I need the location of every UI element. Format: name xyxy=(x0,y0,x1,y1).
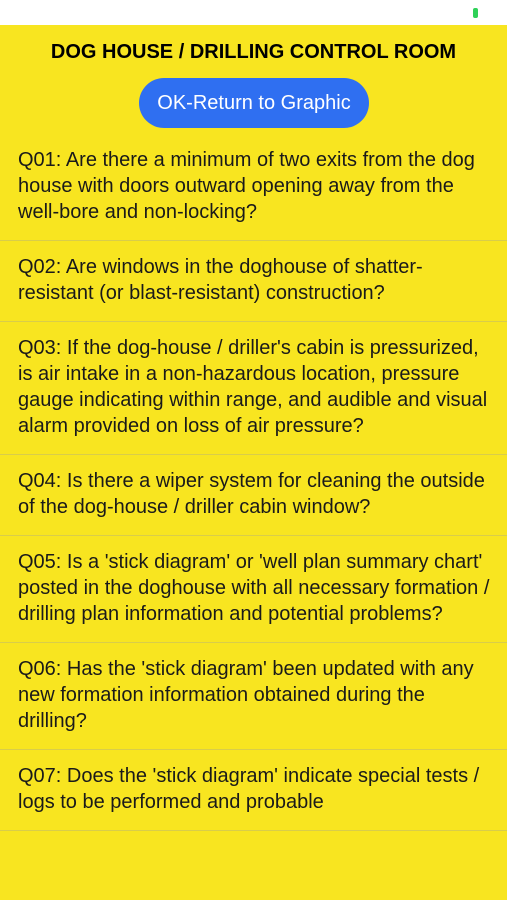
battery-icon xyxy=(473,8,478,18)
page-title: DOG HOUSE / DRILLING CONTROL ROOM xyxy=(50,41,457,63)
checklist-screen xyxy=(0,25,507,900)
question-list xyxy=(0,134,507,831)
question-item-q01[interactable]: Q01: Are there a minimum of two exits from the dog house with doors outward opening away from the well-bore and non-locking? xyxy=(0,134,507,241)
question-item-q02[interactable]: Q02: Are windows in the doghouse of shatter-resistant (or blast-resistant) construction? xyxy=(0,241,507,322)
status-bar xyxy=(0,0,507,25)
question-item-q04[interactable]: Q04: Is there a wiper system for cleaning the outside of the dog-house / driller cabin window? xyxy=(0,455,507,536)
return-to-graphic-button[interactable]: OK-Return to Graphic xyxy=(139,78,369,128)
question-item-q07[interactable]: Q07: Does the 'stick diagram' indicate special tests / logs to be performed and probable xyxy=(0,750,507,831)
question-item-q06[interactable]: Q06: Has the 'stick diagram' been updated with any new formation information obtained during the drilling? xyxy=(0,643,507,750)
question-item-q03[interactable]: Q03: If the dog-house / driller's cabin is pressurized, is air intake in a non-hazardous location, pressure gauge indicating within range, and audible and visual alarm provided on loss of air pressure? xyxy=(0,322,507,455)
question-item-q05[interactable]: Q05: Is a 'stick diagram' or 'well plan summary chart' posted in the doghouse with all necessary formation / drilling plan information and potential problems? xyxy=(0,536,507,643)
